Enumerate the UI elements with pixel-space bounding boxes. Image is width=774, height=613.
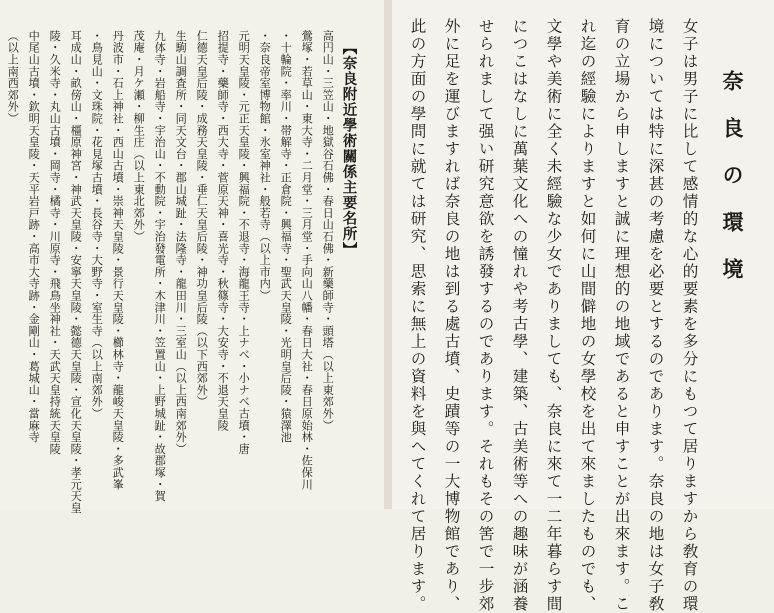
list-column-16: （以上南西郊外）	[6, 30, 20, 125]
list-column-15: 中尾山古墳・欽明天皇陵・天平岩戸跡・高市大寺跡・金剛山・葛城山・當麻寺	[27, 30, 41, 443]
list-column-1: 高円山・三笠山・地獄谷石佛・春日山石佛・新藥師寺・頭塔（以上東郊外）	[321, 30, 335, 432]
body-column-7: せられまして强い研究意欲を誘發するのであります。それもその筈で一步郊	[476, 18, 495, 613]
body-column-8: 外に足を運びますれば奈良の地は到る處古墳、史蹟等の一大博物館であり、	[442, 18, 461, 613]
body-column-4: れ迄の經驗によりますと如何に山間僻地の女學校を出て來ましたものでも、	[578, 18, 597, 613]
body-column-5: 文學や美術に全く未經驗な少女でありましても、奈良に來て一二年暮らす間	[544, 18, 563, 613]
list-column-10: 茂庵・月ケ瀬・柳生庄（以上東北郊外）	[132, 30, 146, 243]
list-column-2: 鶯塚・若草山・東大寺・二月堂・三月堂・手向山八幡・春日大社・春日原始林・佐保川	[300, 30, 314, 491]
list-column-14: 陵・久米寺・丸山古墳・岡寺・橘寺・川原寺・飛鳥坐神社・天武天皇持統天皇陵	[48, 30, 62, 455]
body-column-6: につこはなしに萬葉文化への憧れや考古學、建築、古美術等への趣味が涵養	[510, 18, 529, 613]
list-column-7: 仁德天皇后陵・成務天皇陵・垂仁天皇后陵・神功皇后陵（以下西郊外）	[195, 30, 209, 408]
list-column-13: 耳成山・畝傍山・橿原神宮・神武天皇陵・安寧天皇陵・懿德天皇陵・宣化天皇陵・孝元天皇	[69, 30, 83, 514]
body-column-9: 此の方面の學問に就ては研究、思索に無上の資料を與へてくれて居ります。	[408, 18, 427, 613]
page-gutter	[384, 0, 392, 509]
list-column-6: 招提寺・藥師寺・西大寺・菅原天神・喜光寺・秋篠寺・大安寺・不退天皇陵	[216, 30, 230, 432]
body-column-2: 境については特に深甚の考慮を必要とするのであります。奈良の地は女子敎	[646, 18, 665, 613]
list-column-4: ・奈良帝室博物館・氷室神社・般若寺（以上市内）	[258, 30, 272, 302]
list-column-11: 丹波市・石上神社・西山古墳・崇神天皇陵・景行天皇陵・櫛林寺・龍峻天皇陵・多武峯	[111, 30, 125, 491]
list-column-8: 生駒山調査所・同天文台・郡山城趾・法隆寺・龍田川・三室山（以上西南郊外）	[174, 30, 188, 455]
list-column-12: ・鳥見山・文珠院・花見塚古墳・長谷寺・大野寺・室生寺（以上南郊外）	[90, 30, 104, 420]
list-column-9: 九体寺・岩船寺・宇治山・不動院・宇治發電所・木津川・笠置山・上野城趾・故郡塚・賀	[153, 30, 167, 502]
section-title: 奈良の環境	[720, 70, 745, 305]
list-heading: 【 奈良附近學術關係主要名所 】	[341, 40, 356, 280]
list-column-3: ・十輪院・率川・帯解寺・正倉院・興福寺・聖武天皇陵・光明皇后陵・猿澤池	[279, 30, 293, 443]
right-page	[392, 0, 774, 613]
left-page	[0, 0, 384, 514]
body-column-1: 女子は男子に比して感情的な心的要素を多分にもつて居りますから敎育の環	[680, 18, 699, 613]
body-column-3: 育の立場から申しますと誠に理想的の地域であると申すことが出來ます。こ	[612, 18, 631, 613]
list-column-5: 元明天皇陵・元正天皇陵・興福院・不退寺・海龍王寺・上ナベ・小ナベ古墳・唐	[237, 30, 251, 455]
